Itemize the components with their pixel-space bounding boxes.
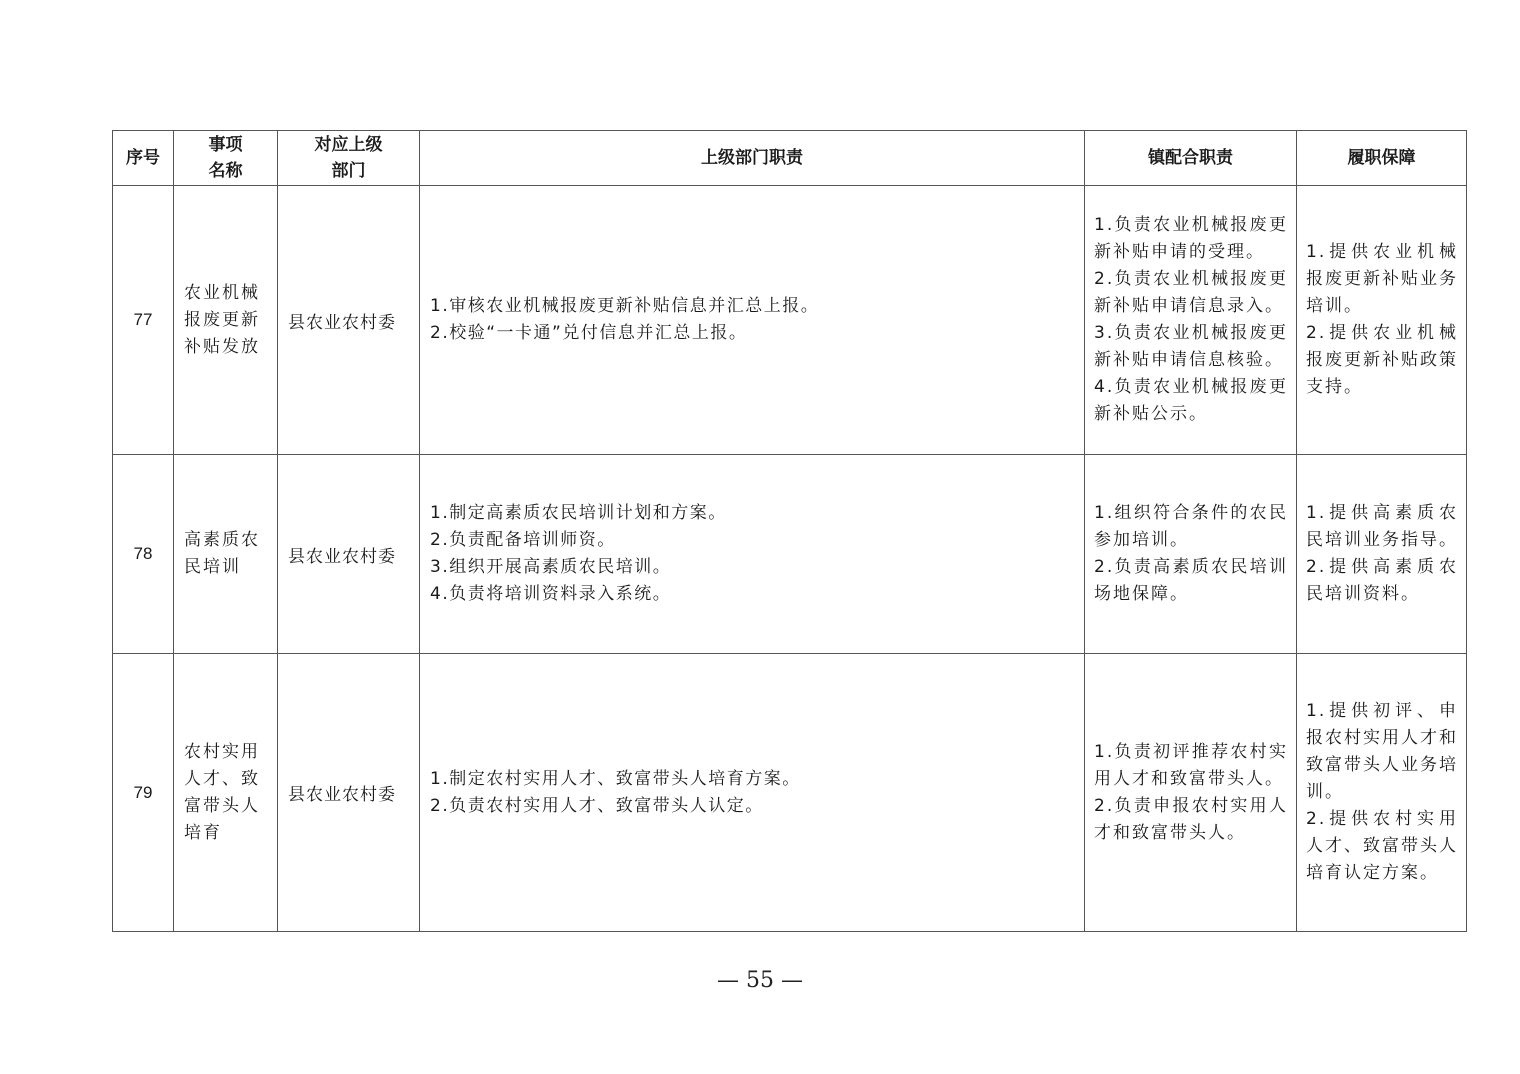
header-dept-line1: 对应上级 xyxy=(314,135,383,155)
page-number: — 55 — xyxy=(717,968,803,993)
header-dept xyxy=(278,131,420,186)
guarantee-item: 1.提供初评、申报农村实用人才和致富带头人业务培训。 xyxy=(1306,701,1458,802)
upper-duty-item: 1.制定高素质农民培训计划和方案。 xyxy=(430,503,727,523)
upper-duty-item: 2.负责配备培训师资。 xyxy=(430,530,616,550)
header-item-name-line1: 事项 xyxy=(208,135,243,155)
upper-duty-item: 2.负责农村实用人才、致富带头人认定。 xyxy=(430,795,764,816)
header-dept-line2: 部门 xyxy=(331,161,366,181)
town-duty-item: 4.负责农业机械报废更新补贴公示。 xyxy=(1094,377,1288,424)
row-dept: 县农业农村委 xyxy=(278,455,420,654)
guarantee-item: 2.提供农业机械报废更新补贴政策支持。 xyxy=(1306,323,1458,397)
row-guarantee xyxy=(1297,654,1467,932)
town-duty-item: 1.组织符合条件的农民参加培训。 xyxy=(1094,503,1288,550)
item-name-line: 高素质农 xyxy=(184,530,260,550)
town-duty-item: 1.负责农业机械报废更新补贴申请的受理。 xyxy=(1094,215,1288,262)
item-name-line: 培育 xyxy=(184,822,222,843)
item-name-line: 农业机械 xyxy=(184,282,260,303)
row-town-duty xyxy=(1085,186,1297,455)
row-town-duty xyxy=(1085,654,1297,932)
header-row xyxy=(113,131,1467,186)
row-item-name xyxy=(174,455,278,654)
town-duty-item: 2.负责农业机械报废更新补贴申请信息录入。 xyxy=(1094,269,1288,316)
row-upper-duty xyxy=(420,654,1085,932)
town-duty-item: 3.负责农业机械报废更新补贴申请信息核验。 xyxy=(1094,323,1288,370)
item-name-line: 富带头人 xyxy=(184,795,260,816)
row-upper-duty xyxy=(420,455,1085,654)
guarantee-item: 1.提供农业机械报废更新补贴业务培训。 xyxy=(1306,242,1458,316)
row-seq: 78 xyxy=(113,455,174,654)
upper-duty-item: 3.组织开展高素质农民培训。 xyxy=(430,557,672,577)
item-name-line: 农村实用 xyxy=(184,741,260,762)
table-row xyxy=(113,654,1467,932)
header-upper-duty: 上级部门职责 xyxy=(420,131,1085,186)
item-name-line: 补贴发放 xyxy=(184,336,260,357)
row-seq: 79 xyxy=(113,654,174,932)
row-item-name xyxy=(174,654,278,932)
item-name-line: 人才、致 xyxy=(184,768,260,789)
duty-table xyxy=(112,130,1467,932)
guarantee-item: 2.提供农村实用人才、致富带头人培育认定方案。 xyxy=(1306,809,1458,883)
row-dept: 县农业农村委 xyxy=(278,654,420,932)
row-dept: 县农业农村委 xyxy=(278,186,420,455)
row-guarantee xyxy=(1297,455,1467,654)
row-seq: 77 xyxy=(113,186,174,455)
table-row xyxy=(113,186,1467,455)
guarantee-item: 2.提供高素质农民培训资料。 xyxy=(1306,557,1458,604)
town-duty-item: 2.负责高素质农民培训场地保障。 xyxy=(1094,557,1288,604)
row-town-duty xyxy=(1085,455,1297,654)
item-name-line: 报废更新 xyxy=(184,309,260,330)
item-name-line: 民培训 xyxy=(184,557,241,577)
header-item-name-line2: 名称 xyxy=(208,161,243,181)
row-item-name xyxy=(174,186,278,455)
town-duty-item: 1.负责初评推荐农村实用人才和致富带头人。 xyxy=(1094,741,1288,789)
upper-duty-item: 1.制定农村实用人才、致富带头人培育方案。 xyxy=(430,768,801,789)
town-duty-item: 2.负责申报农村实用人才和致富带头人。 xyxy=(1094,795,1288,843)
upper-duty-item: 1.审核农业机械报废更新补贴信息并汇总上报。 xyxy=(430,296,820,316)
upper-duty-item: 2.校验“一卡通”兑付信息并汇总上报。 xyxy=(430,323,748,343)
upper-duty-item: 4.负责将培训资料录入系统。 xyxy=(430,584,672,604)
row-guarantee xyxy=(1297,186,1467,455)
header-town-duty: 镇配合职责 xyxy=(1085,131,1297,186)
header-item-name xyxy=(174,131,278,186)
guarantee-item: 1.提供高素质农民培训业务指导。 xyxy=(1306,503,1458,550)
header-seq: 序号 xyxy=(113,131,174,186)
table-row xyxy=(113,455,1467,654)
row-upper-duty xyxy=(420,186,1085,455)
header-guarantee: 履职保障 xyxy=(1297,131,1467,186)
